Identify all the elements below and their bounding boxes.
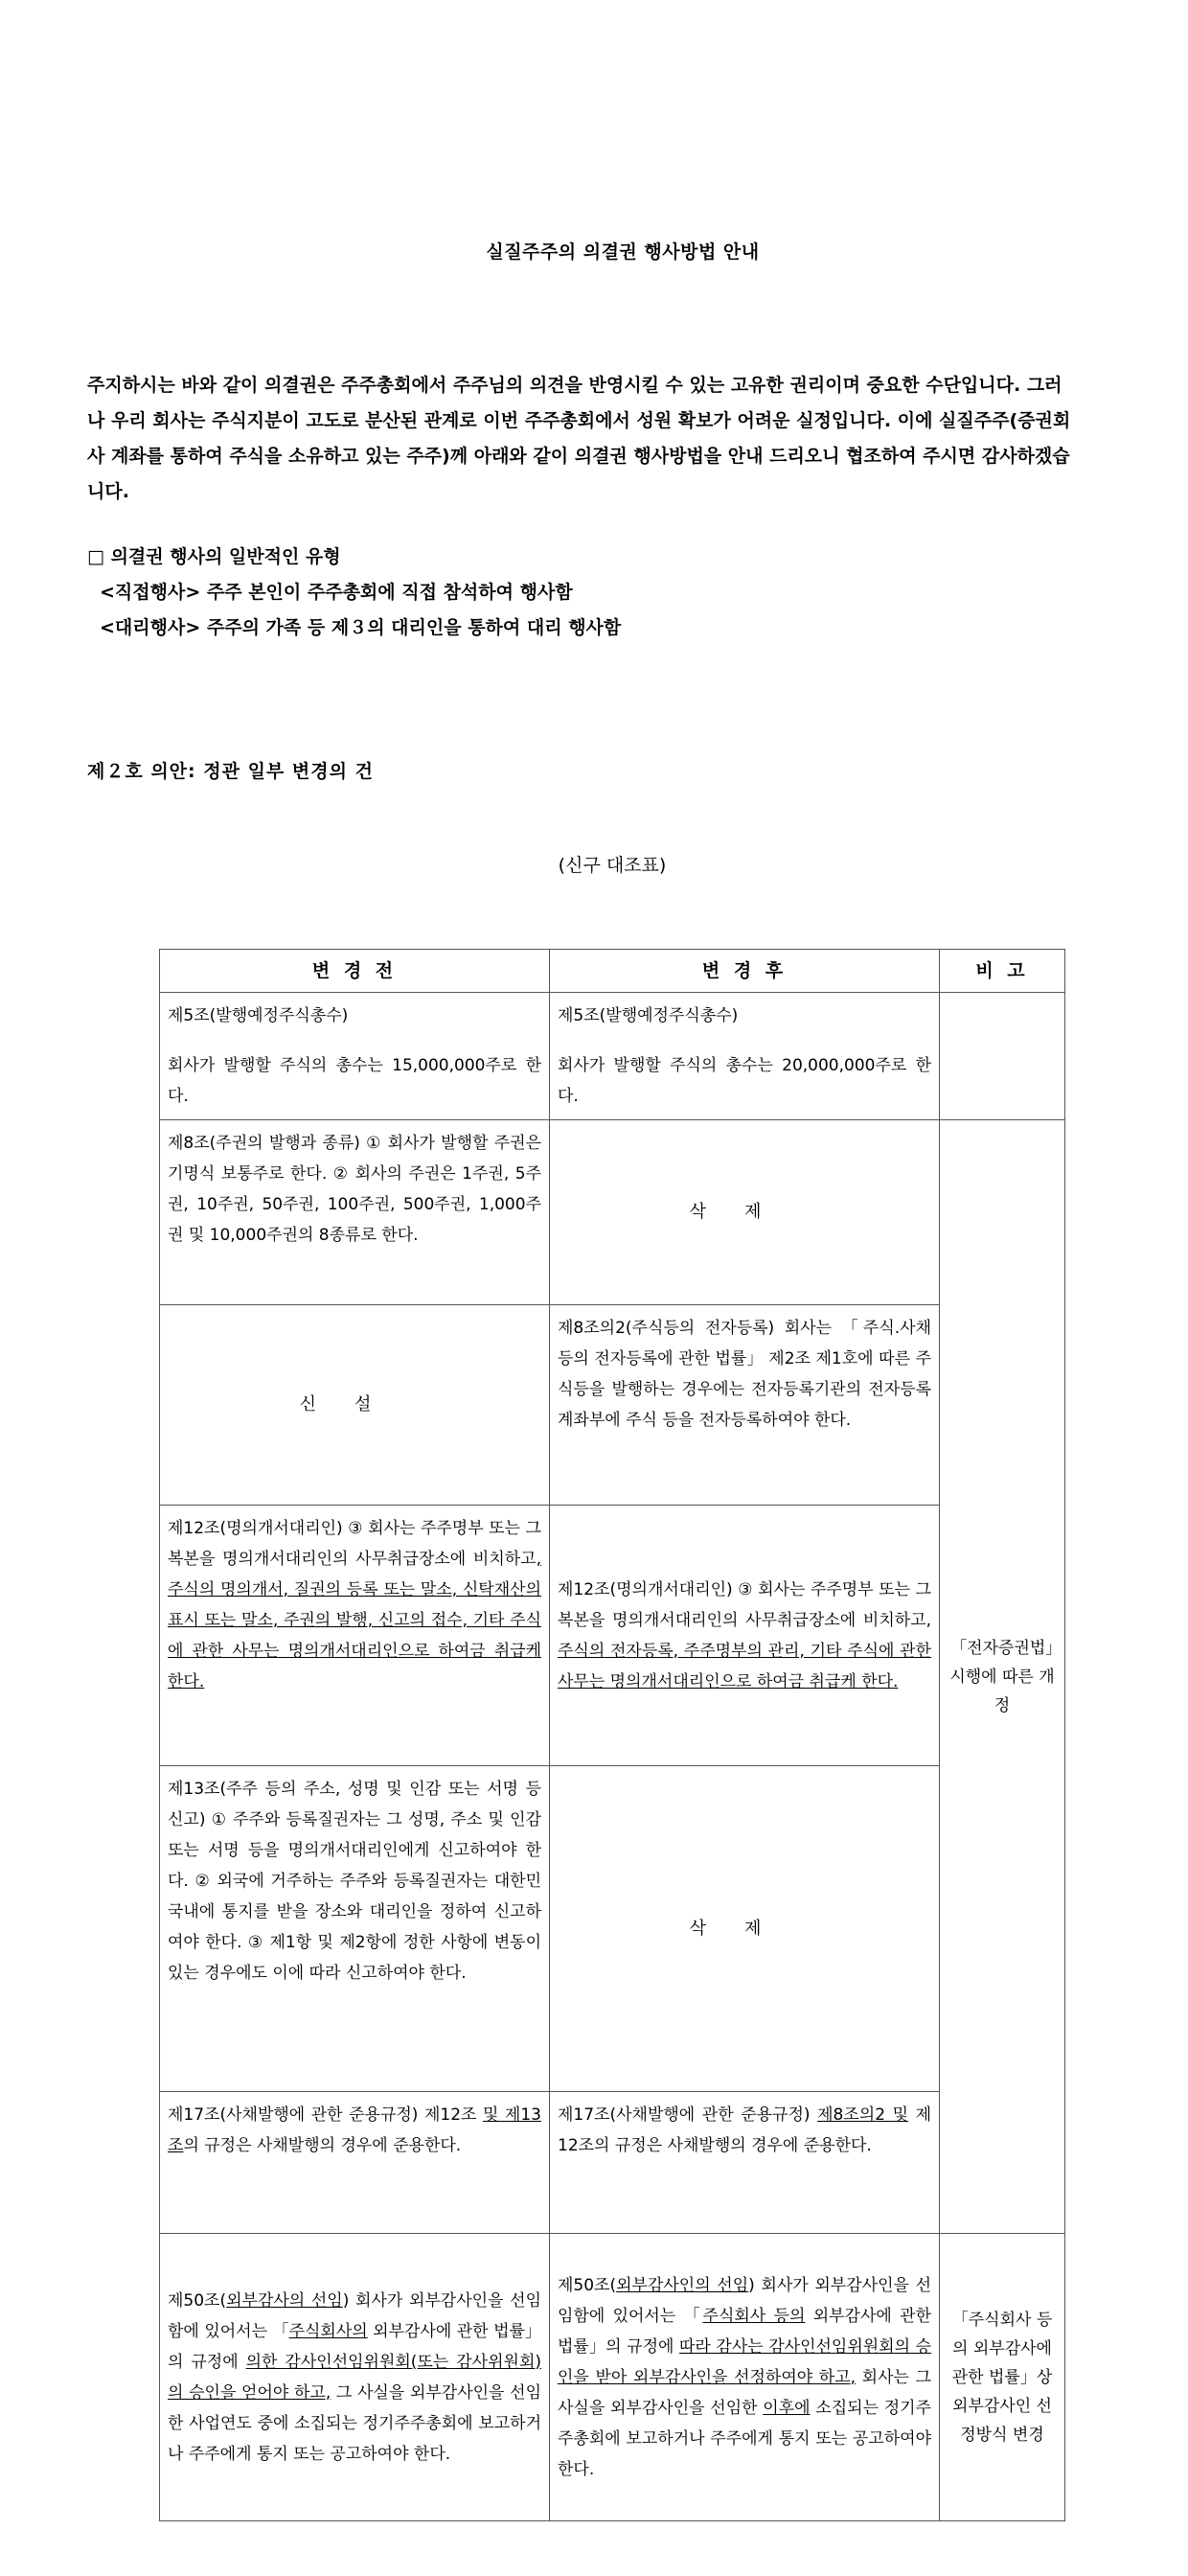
plain-text: 의 규정은 사채발행의 경우에 준용한다. xyxy=(183,2136,462,2155)
plain-text: 제17조(사채발행에 관한 준용규정) xyxy=(558,2105,818,2125)
plain-text: 제50조( xyxy=(168,2290,227,2311)
bullet-direct-exercise: <직접행사> 주주 본인이 주주총회에 직접 참석하여 행사함 xyxy=(100,582,573,603)
after-cell xyxy=(550,2092,940,2234)
remark-electronic-securities: 「전자증권법」시행에 따른 개정 xyxy=(940,1120,1065,2234)
agenda-title: 제２호 의안: 정관 일부 변경의 건 xyxy=(87,761,374,782)
table-row xyxy=(160,1120,1065,1305)
table-row xyxy=(160,2092,1065,2234)
plain-text: 제12조(명의개서대리인) ③ 회사는 주주명부 또는 그 복본을 명의개서대리인의 사무취급장소에 비치하고 xyxy=(168,1519,541,1569)
table-row xyxy=(160,1305,1065,1506)
changed-text: 주식회사 등의 xyxy=(702,2306,806,2326)
plain-text: 회사는 그 사실을 외부감사인을 선임한 xyxy=(558,2367,931,2418)
changed-text: 외부감사인의 선임 xyxy=(616,2275,749,2295)
table-row xyxy=(160,993,1065,1120)
before-cell: 제8조(주권의 발행과 종류) ① 회사가 발행할 주권은 기명식 보통주로 한다. ② 회사의 주권은 1주권, 5주권, 10주권, 50주권, 100주권, 500주권, 1,000주권 및 10,000주권의 8종류로 한다. xyxy=(160,1120,550,1305)
article-title: 제5조(발행예정주식총수) xyxy=(558,1006,739,1025)
table-header-row xyxy=(160,950,1065,993)
remark-cell-empty xyxy=(940,993,1065,1120)
table-caption: (신구 대조표) xyxy=(558,855,667,876)
changed-text: 이후에 xyxy=(763,2398,811,2418)
before-cell xyxy=(160,2092,550,2234)
before-cell xyxy=(160,993,550,1120)
before-cell xyxy=(160,1506,550,1766)
bullet-proxy-exercise: <대리행사> 주주의 가족 등 제３의 대리인을 통하여 대리 행사함 xyxy=(100,617,622,638)
after-cell-deleted: 삭제 xyxy=(550,1120,940,1305)
after-cell: 제8조의2(주식등의 전자등록) 회사는 「주식.사채 등의 전자등록에 관한 법률」 제2조 제1호에 따른 주식등을 발행하는 경우에는 전자등록기관의 전자등록계좌부에 주식 등을 전자등록하여야 한다. xyxy=(550,1305,940,1506)
plain-text: 그 사실을 외부감사인을 선임한 사업연도 중에 소집되는 정기주주총회에 보고하거나 주주에게 통지 또는 공고하여야 한다. xyxy=(168,2382,541,2464)
before-cell-new: 신설 xyxy=(160,1305,550,1506)
plain-text: 외부감사에 관한 법률」의 규정에 xyxy=(168,2321,541,2372)
article-title: 제5조(발행예정주식총수) xyxy=(168,1006,349,1025)
before-cell: 제13조(주주 등의 주소, 성명 및 인감 또는 서명 등 신고) ① 주주와 등록질권자는 그 성명, 주소 및 인감 또는 서명 등을 명의개서대리인에게 신고하여야 한다. ② 외국에 거주하는 주주와 등록질권자는 대한민국내에 통지를 받을 장소와 대리인을 정하여 신고하여야 한다. ③ 제1항 및 제2항에 정한 사항에 변동이 있는 경우에도 이에 따라 신고하여야 한다. xyxy=(160,1766,550,2092)
before-cell xyxy=(160,2234,550,2521)
section-heading: □ 의결권 행사의 일반적인 유형 xyxy=(87,546,341,567)
table-row xyxy=(160,1506,1065,1766)
article-body: 회사가 발행할 주식의 총수는 20,000,000주로 한다. xyxy=(558,1056,931,1106)
plain-text: 제17조(사채발행에 관한 준용규정) 제12조 xyxy=(168,2105,483,2125)
plain-text: ) 회사가 외부감사인을 선임함에 있어서는 「 xyxy=(558,2275,931,2326)
plain-text: 제50조( xyxy=(558,2275,617,2295)
comparison-table xyxy=(159,949,1065,2521)
changed-text: 주식의 전자등록, 주주명부의 관리, 기타 주식에 관한 사무는 명의개서대리인으로 하여금 취급케 한다. xyxy=(558,1641,931,1691)
changed-text: 외부감사의 선임 xyxy=(226,2290,343,2311)
changed-text: , 주식의 명의개서, 질권의 등록 또는 말소, 신탁재산의 표시 또는 말소, 주권의 발행, 신고의 접수, 기타 주식에 관한 사무는 명의개서대리인으로 하여금 취급케 한다. xyxy=(168,1550,541,1691)
plain-text: ) 회사가 외부감사인을 선임함에 있어서는 「 xyxy=(168,2290,541,2341)
changed-text: 주식회사의 xyxy=(288,2321,368,2341)
after-cell xyxy=(550,1506,940,1766)
changed-text: 및 제13조 xyxy=(168,2105,541,2155)
plain-text: 제12조(명의개서대리인) ③ 회사는 주주명부 또는 그 복본을 명의개서대리인의 사무취급장소에 비치하고, xyxy=(558,1579,931,1630)
plain-text: 외부감사에 관한 법률」의 규정에 xyxy=(558,2306,931,2357)
table-row xyxy=(160,2234,1065,2521)
changed-text: 따라 감사는 감사인선임위원회의 승인을 받아 외부감사인을 선정하여야 하고, xyxy=(558,2336,932,2387)
document-title: 실질주주의 의결권 행사방법 안내 xyxy=(486,242,760,263)
remark-external-audit: 「주식회사 등의 외부감사에 관한 법률」상 외부감사인 선정방식 변경 xyxy=(940,2234,1065,2521)
header-before: 변 경 전 xyxy=(160,950,550,993)
after-cell xyxy=(550,993,940,1120)
plain-text: 제12조의 규정은 사채발행의 경우에 준용한다. xyxy=(558,2105,932,2155)
after-cell xyxy=(550,2234,940,2521)
intro-paragraph: 주지하시는 바와 같이 의결권은 주주총회에서 주주님의 의견을 반영시킬 수 있는 고유한 권리이며 중요한 수단입니다. 그러나 우리 회사는 주식지분이 고도로 분산된 관계로 이번 주주총회에서 성원 확보가 어려운 실정입니다. 이에 실질주주(증권회사 계좌를 통하여 주식을 소유하고 있는 주주)께 아래와 같이 의결권 행사방법을 안내 드리오니 협조하여 주시면 감사하겠습니다. xyxy=(87,375,1071,502)
table-row xyxy=(160,1766,1065,2092)
plain-text: 소집되는 정기주주총회에 보고하거나 주주에게 통지 또는 공고하여야 한다. xyxy=(558,2398,931,2479)
after-cell-deleted: 삭제 xyxy=(550,1766,940,2092)
changed-text: 의한 감사인선임위원회(또는 감사위원회)의 승인을 얻어야 하고, xyxy=(168,2352,541,2403)
header-remark: 비 고 xyxy=(940,950,1065,993)
article-body: 회사가 발행할 주식의 총수는 15,000,000주로 한다. xyxy=(168,1056,541,1106)
header-after: 변 경 후 xyxy=(550,950,940,993)
changed-text: 제8조의2 및 xyxy=(817,2105,909,2125)
